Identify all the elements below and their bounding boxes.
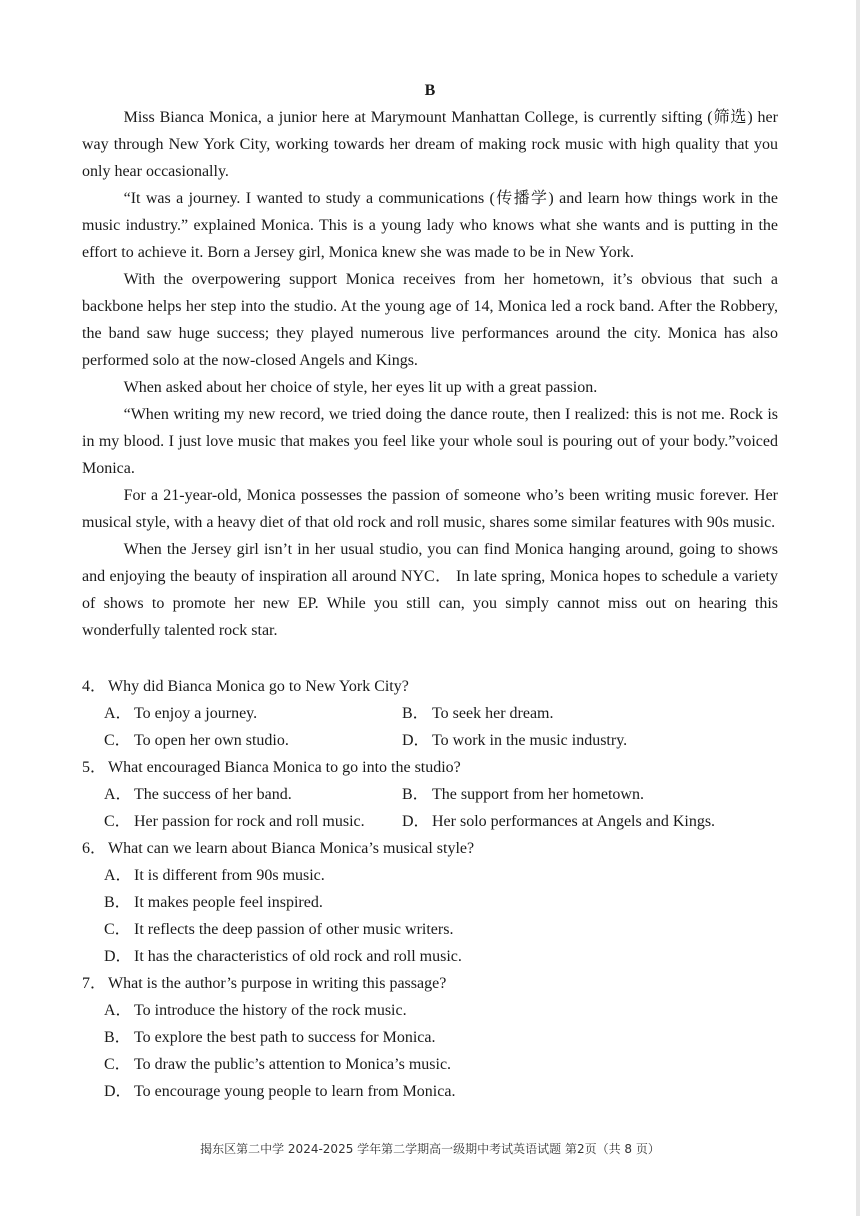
question-4 (82, 673, 778, 754)
option-b[interactable]: B． The support from her hometown. (402, 786, 644, 803)
passage-paragraph-7: When the Jersey girl isn’t in her usual studio, you can find Monica hanging around, going to shows and enjoying the beauty of inspiration all around NYC． In late spring, Monica hopes to schedule a variety of shows to promote her new EP. While you still can, you simply cannot miss out on hearing this wonderfully talented rock star. (82, 541, 778, 639)
question-number: 6． (82, 840, 107, 857)
question-6 (82, 835, 778, 970)
option-c[interactable]: C． To open her own studio. (104, 732, 289, 749)
passage-paragraph-5: “When writing my new record, we tried doing the dance route, then I realized: this is not me. Rock is in my blood. I just love music that makes you feel like your whole soul is pouring out of your body.”voiced Monica. (82, 406, 778, 477)
option-b[interactable]: B． To explore the best path to success for Monica. (104, 1029, 436, 1046)
option-d[interactable]: D． It has the characteristics of old rock and roll music. (104, 948, 462, 965)
option-a[interactable]: A． To introduce the history of the rock music. (104, 1002, 407, 1019)
question-number: 4． (82, 678, 107, 695)
passage-paragraph-1: Miss Bianca Monica, a junior here at Marymount Manhattan College, is currently sifting (筛选) her way through New York City, working towards her dream of making rock music with high quality that you only hear occasionally. (82, 109, 778, 180)
question-stem: What can we learn about Bianca Monica’s musical style? (108, 840, 475, 857)
option-c[interactable]: C． To draw the public’s attention to Monica’s music. (104, 1056, 452, 1073)
option-b[interactable]: B． It makes people feel inspired. (104, 894, 323, 911)
question-number: 5． (82, 759, 107, 776)
question-number: 7． (82, 975, 107, 992)
option-a[interactable]: A． The success of her band. (104, 786, 292, 803)
option-group (82, 781, 778, 835)
passage-paragraph-3: With the overpowering support Monica receives from her hometown, it’s obvious that such a backbone helps her step into the studio. At the young age of 14, Monica led a rock band. After the Robbery, the band saw huge success; they played numerous live performances around the city. Monica has also performed solo at the now-closed Angels and Kings. (82, 271, 778, 369)
option-group (82, 997, 778, 1105)
option-d[interactable]: D． To encourage young people to learn from Monica. (104, 1083, 456, 1100)
passage-paragraph-2: “It was a journey. I wanted to study a communications (传播学) and learn how things work in the music industry.” explained Monica. This is a young lady who knows what she wants and is putting in the effort to achieve it. Born a Jersey girl, Monica knew she was made to be in New York. (82, 190, 778, 261)
option-d[interactable]: D． Her solo performances at Angels and Kings. (402, 813, 716, 830)
option-group (82, 862, 778, 970)
page-edge-divider (856, 0, 860, 1216)
option-group (82, 700, 778, 754)
option-b[interactable]: B． To seek her dream. (402, 705, 554, 722)
option-c[interactable]: C． It reflects the deep passion of other music writers. (104, 921, 454, 938)
option-a[interactable]: A． To enjoy a journey. (104, 705, 258, 722)
question-stem: What encouraged Bianca Monica to go into the studio? (108, 759, 461, 776)
passage-paragraph-4: When asked about her choice of style, her eyes lit up with a great passion. (123, 379, 598, 396)
option-a[interactable]: A． It is different from 90s music. (104, 867, 325, 884)
question-stem: What is the author’s purpose in writing this passage? (108, 975, 447, 992)
question-list (82, 673, 778, 1105)
passage-paragraph-6: For a 21-year-old, Monica possesses the passion of someone who’s been writing music forever. Her musical style, with a heavy diet of that old rock and roll music, shares some similar features with 90s music. (82, 487, 778, 531)
option-c[interactable]: C． Her passion for rock and roll music. (104, 813, 365, 830)
question-5 (82, 754, 778, 835)
reading-passage (82, 104, 778, 644)
option-d[interactable]: D． To work in the music industry. (402, 732, 628, 749)
question-7 (82, 970, 778, 1105)
section-label: B (424, 82, 436, 99)
page-footer: 揭东区第二中学 2024-2025 学年第二学期高一级期中考试英语试题 第2页（共 8 页） (200, 1142, 660, 1156)
question-stem: Why did Bianca Monica go to New York City? (108, 678, 409, 695)
